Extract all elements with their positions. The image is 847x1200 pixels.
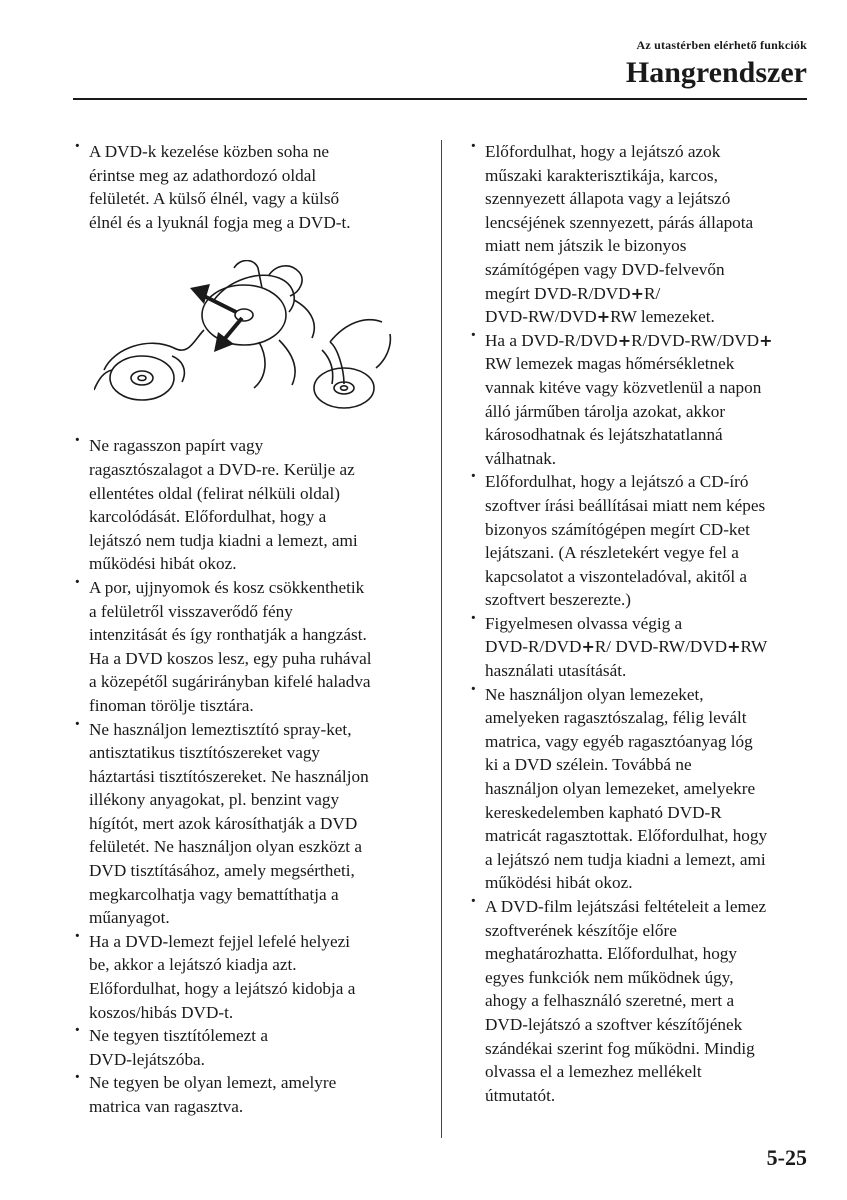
text-segment: R/DVD-RW/DVD: [631, 330, 760, 350]
text-line: műanyagot.: [89, 908, 170, 928]
text-line: · Ha a DVD-lemezt fejjel lefelé helyezi: [89, 931, 351, 951]
text-line: ragasztószalagot a DVD-re. Kerülje az: [89, 459, 355, 479]
text-segment: DVD-RW/DVD: [485, 307, 597, 327]
text-line: ki a DVD szélein. Továbbá ne: [485, 755, 692, 775]
plus-symbol: +: [630, 283, 645, 303]
text-line: hígítót, mert azok károsíthatják a DVD: [89, 813, 358, 833]
text-line: · Ne ragasszon papírt vagy: [89, 436, 264, 456]
text-line: [485, 329, 813, 353]
text-line: · Előfordulhat, hogy a lejátszó a CD-író: [485, 472, 749, 492]
plus-symbol: +: [617, 330, 632, 350]
text-line: Ha a DVD koszos lesz, egy puha ruhával: [89, 648, 372, 668]
text-line: · Előfordulhat, hogy a lejátszó azok: [485, 142, 721, 161]
text-line: · A DVD-k kezelése közben soha ne: [89, 142, 330, 161]
left-column: [72, 140, 417, 1119]
bullet-cd-writer-settings: [468, 470, 813, 612]
text-line: [485, 305, 813, 329]
text-line: DVD tisztításához, amely megsértheti,: [89, 861, 355, 881]
plus-symbol: +: [759, 330, 773, 350]
text-line: megkarcolhatja vagy bemattíthatja a: [89, 884, 339, 904]
section-header: Az utastérben elérhető funkciók: [636, 38, 807, 52]
text-line: antisztatikus tisztítószereket vagy: [89, 743, 321, 763]
text-segment: DVD-R/DVD: [485, 637, 582, 657]
right-column: [468, 140, 813, 1107]
plus-symbol: +: [596, 307, 611, 327]
text-line: · Ne használjon olyan lemezeket,: [485, 684, 704, 704]
text-line: a felületről visszaverődő fény: [89, 601, 293, 621]
text-line: be, akkor a lejátszó kiadja azt.: [89, 955, 297, 975]
text-segment: RW lemezeket.: [610, 307, 715, 327]
text-line: károsodhatnak és lejátszhatatlanná: [485, 425, 723, 445]
text-segment: RW: [740, 637, 768, 657]
dvd-handling-illustration: [94, 260, 394, 420]
text-line: meghatározhatta. Előfordulhat, hogy: [485, 944, 737, 964]
text-line: lencséjének szennyezett, párás állapota: [485, 212, 754, 232]
text-line: karcolódását. Előfordulhat, hogy a: [89, 507, 327, 527]
column-divider: [441, 140, 442, 1138]
page-title: Hangrendszer: [625, 56, 807, 89]
text-line: a közepétől sugárirányban kifelé haladva: [89, 672, 371, 692]
text-line: kereskedelemben kapható DVD-R: [485, 802, 722, 822]
text-line: olvassa el a lemezhez mellékelt: [485, 1062, 702, 1082]
text-line: · A DVD-film lejátszási feltételeit a lemez: [485, 897, 767, 916]
text-line: működési hibát okoz.: [89, 554, 237, 574]
bullet-high-temperature: [468, 329, 813, 471]
text-line: használati utasítását.: [485, 661, 627, 681]
text-line: RW lemezek magas hőmérsékletnek: [485, 354, 735, 374]
text-line: érintse meg az adathordozó oldal: [89, 165, 317, 185]
text-line: vannak kitéve vagy közvetlenül a napon: [485, 377, 762, 397]
text-line: · A por, ujjnyomok és kosz csökkenthetik: [89, 577, 365, 597]
text-line: szennyezett állapota vagy a lejátszó: [485, 189, 731, 209]
bullet-read-instructions: [468, 612, 813, 683]
text-line: [485, 282, 813, 306]
bullet-dvd-film-conditions: [468, 895, 813, 1107]
text-line: működési hibát okoz.: [485, 873, 633, 893]
text-line: · Ne tegyen be olyan lemezt, amelyre: [89, 1073, 337, 1093]
bullet-no-paper-tape: [72, 434, 417, 576]
text-line: miatt nem játszik le bizonyos: [485, 236, 687, 256]
text-line: matricát ragasztottak. Előfordulhat, hogy: [485, 826, 768, 846]
text-line: ellentétes oldal (felirat nélküli oldal): [89, 483, 341, 503]
text-line: szoftverének készítője előre: [485, 920, 677, 940]
text-line: műszaki karakterisztikája, karcos,: [485, 165, 718, 185]
bullet-no-sticker-disc: [72, 1071, 417, 1118]
text-line: szoftver írási beállításai miatt nem képes: [485, 495, 766, 515]
text-line: amelyeken ragasztószalag, félig levált: [485, 708, 747, 728]
text-line: válhatnak.: [485, 448, 557, 468]
text-line: élnél és a lyuknál fogja meg a DVD-t.: [89, 212, 351, 232]
bullet-no-tape-labels: [468, 683, 813, 895]
text-line: kapcsolatot a viszonteladóval, akitől a: [485, 566, 748, 586]
text-segment: R/ DVD-RW/DVD: [594, 637, 728, 657]
text-line: szándékai szerint fog működni. Mindig: [485, 1038, 755, 1058]
text-line: intenzitását és így ronthatják a hangzást.: [89, 625, 367, 645]
bullet-dust-cleaning: [72, 576, 417, 718]
text-line: lejátszani. (A részletekért vegye fel a: [485, 543, 739, 563]
text-line: [485, 635, 813, 659]
plus-symbol: +: [581, 637, 595, 657]
text-line: koszos/hibás DVD-t.: [89, 1002, 234, 1022]
text-line: DVD-lejátszó a szoftver készítőjének: [485, 1014, 743, 1034]
text-line: felületét. Ne használjon olyan eszközt a: [89, 837, 362, 857]
text-line: bizonyos számítógépen megírt CD-ket: [485, 519, 750, 539]
text-line: · Figyelmesen olvassa végig a: [485, 613, 683, 633]
bullet-upside-down: [72, 930, 417, 1024]
disc-hole-hold-icon: [314, 320, 390, 408]
text-line: a lejátszó nem tudja kiadni a lemezt, ami: [485, 849, 766, 869]
text-line: útmutatót.: [485, 1085, 556, 1105]
page-number: 5-25: [766, 1145, 807, 1170]
text-line: · Ne használjon lemeztisztító spray-ket,: [89, 719, 352, 739]
text-line: egyes funkciók nem működnek úgy,: [485, 967, 734, 987]
text-line: matrica, vagy egyéb ragasztóanyag lóg: [485, 731, 753, 751]
text-line: szoftvert beszerezte.): [485, 590, 632, 610]
text-line: háztartási tisztítószereket. Ne használjon: [89, 766, 369, 786]
text-line: ahogy a felhasználó szeretné, mert a: [485, 991, 735, 1011]
disc-edge-hold-icon: [94, 330, 204, 400]
text-line: felületét. A külső élnél, vagy a külső: [89, 189, 340, 209]
text-line: matrica van ragasztva.: [89, 1097, 244, 1116]
text-line: álló járműben tárolja azokat, akkor: [485, 401, 726, 421]
text-line: · Ne tegyen tisztítólemezt a: [89, 1026, 268, 1046]
direction-arrows-icon: [190, 284, 242, 352]
text-segment: Ha a DVD-R/DVD: [485, 330, 618, 350]
bullet-handling-dvd: [72, 140, 417, 234]
text-line: illékony anyagokat, pl. benzint vagy: [89, 790, 340, 810]
disc-held-icon: [202, 261, 314, 389]
bullet-playback-limitations: [468, 140, 813, 329]
bullet-no-sprays: [72, 718, 417, 930]
text-line: finoman törölje tisztára.: [89, 695, 254, 715]
text-line: lejátszó nem tudja kiadni a lemezt, ami: [89, 530, 358, 550]
bullet-no-cleaning-disc: [72, 1024, 417, 1071]
text-segment: R/: [644, 283, 661, 303]
plus-symbol: +: [727, 637, 741, 657]
text-line: használjon olyan lemezeket, amelyekre: [485, 779, 756, 799]
text-line: Előfordulhat, hogy a lejátszó kidobja a: [89, 979, 356, 999]
text-line: DVD-lejátszóba.: [89, 1049, 205, 1069]
text-segment: megírt DVD-R/DVD: [485, 283, 631, 303]
text-line: számítógépen vagy DVD-felvevőn: [485, 259, 725, 279]
header-divider: [73, 98, 807, 100]
